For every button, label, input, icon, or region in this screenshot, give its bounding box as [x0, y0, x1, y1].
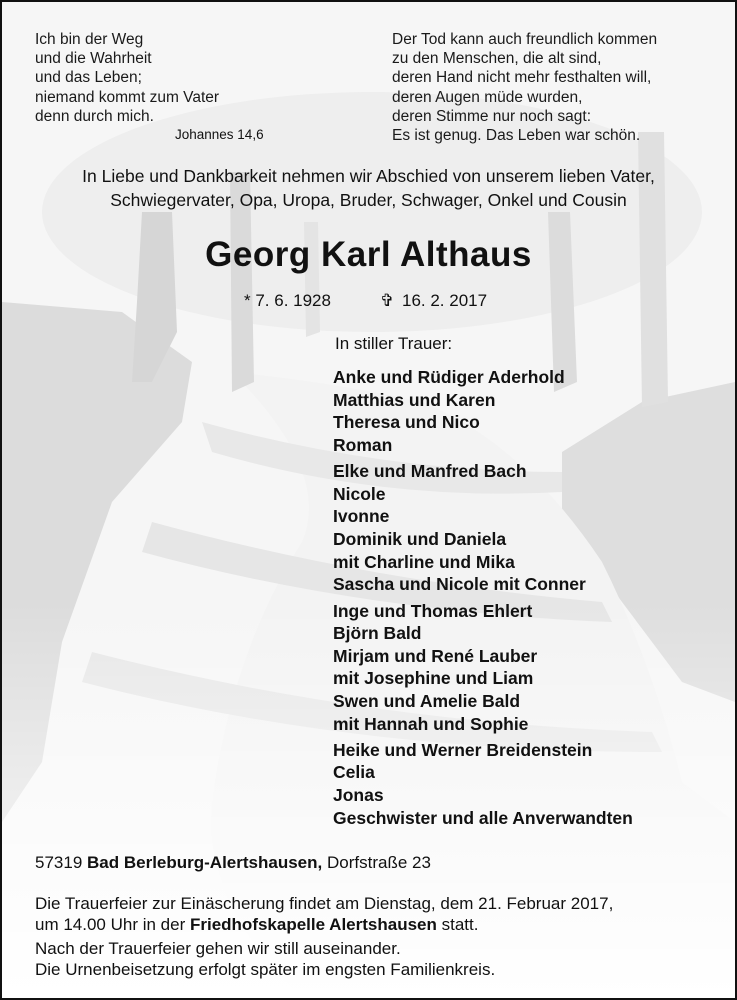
mourner-name: Geschwister und alle Anverwandten	[333, 807, 633, 828]
mourner-group	[333, 460, 633, 596]
mourner-group	[333, 739, 633, 829]
mourner-name: mit Charline und Mika	[333, 551, 515, 572]
mourner-name: Dominik und Daniela	[333, 528, 507, 549]
mourner-name: Björn Bald	[333, 623, 422, 644]
mourner-name: Heike und Werner Breidenstein	[333, 739, 593, 760]
intro-text	[2, 164, 735, 212]
mourner-name: Inge und Thomas Ehlert	[333, 600, 533, 621]
mourner-name: Matthias und Karen	[333, 389, 496, 410]
death-date: 16. 2. 2017	[402, 291, 488, 310]
verse-right-line: Es ist genug. Das Leben war schön.	[392, 127, 641, 145]
intro-line: In Liebe und Dankbarkeit nehmen wir Abschied von unserem lieben Vater,	[82, 166, 655, 186]
mourner-name: Swen und Amelie Bald	[333, 690, 521, 711]
verse-left-line: und die Wahrheit	[35, 50, 152, 68]
ceremony-suffix: statt.	[441, 915, 479, 934]
mourner-name: Anke und Rüdiger Aderhold	[333, 367, 565, 387]
death-cross-icon: ✞	[380, 291, 395, 310]
verse-right-line: zu den Menschen, die alt sind,	[392, 50, 602, 68]
verse-left-line: denn durch mich.	[35, 107, 154, 125]
ceremony-line	[35, 914, 613, 935]
verse-right-line: Der Tod kann auch freundlich kommen	[392, 31, 658, 48]
mourner-name: Elke und Manfred Bach	[333, 461, 527, 482]
address-line	[35, 852, 431, 873]
address-zip: 57319	[35, 853, 83, 872]
verse-right-line: deren Stimme nur noch sagt:	[392, 107, 592, 125]
ceremony-info	[35, 893, 613, 980]
ceremony-line: Die Urnenbeisetzung erfolgt später im engsten Familienkreis.	[35, 960, 496, 979]
verse-left-line: Ich bin der Weg	[35, 31, 144, 48]
verse-left-line: und das Leben;	[35, 69, 142, 87]
ceremony-time: um 14.00 Uhr in der	[35, 915, 186, 934]
mourning-label: In stiller Trauer:	[335, 334, 453, 353]
mourner-group	[333, 600, 633, 736]
verse-left-line: niemand kommt zum Vater	[35, 88, 220, 106]
mourner-name: Nicole	[333, 483, 386, 504]
intro-line: Schwiegervater, Opa, Uropa, Bruder, Schwager, Onkel und Cousin	[110, 190, 627, 210]
ceremony-place: Friedhofskapelle Alertshausen	[189, 915, 437, 934]
deceased-name: Georg Karl Althaus	[205, 235, 532, 274]
mourner-name: mit Hannah und Sophie	[333, 713, 529, 734]
mourner-name: Ivonne	[333, 506, 390, 527]
ceremony-line: Nach der Trauerfeier gehen wir still auseinander.	[35, 939, 401, 958]
mourner-name: mit Josephine und Liam	[333, 668, 534, 689]
address-town: Bad Berleburg-Alertshausen,	[87, 853, 323, 872]
mourners-list	[333, 366, 633, 833]
verse-reference: Johannes 14,6	[175, 127, 264, 142]
verse-left	[35, 30, 219, 126]
mourner-name: Jonas	[333, 785, 384, 806]
mourner-name: Roman	[333, 434, 393, 455]
mourner-name: Theresa und Nico	[333, 412, 480, 433]
verse-right-line: deren Augen müde wurden,	[392, 88, 583, 106]
mourner-name: Mirjam und René Lauber	[333, 645, 538, 666]
address-street: Dorfstraße 23	[326, 853, 431, 872]
verse-right-line: deren Hand nicht mehr festhalten will,	[392, 69, 652, 87]
birth-date: * 7. 6. 1928	[244, 291, 331, 310]
mourner-name: Celia	[333, 762, 375, 783]
verse-right	[392, 30, 657, 145]
mourner-name: Sascha und Nicole mit Conner	[333, 574, 586, 595]
ceremony-line: Die Trauerfeier zur Einäscherung findet am Dienstag, dem 21. Februar 2017,	[35, 894, 614, 913]
mourner-group	[333, 366, 633, 456]
